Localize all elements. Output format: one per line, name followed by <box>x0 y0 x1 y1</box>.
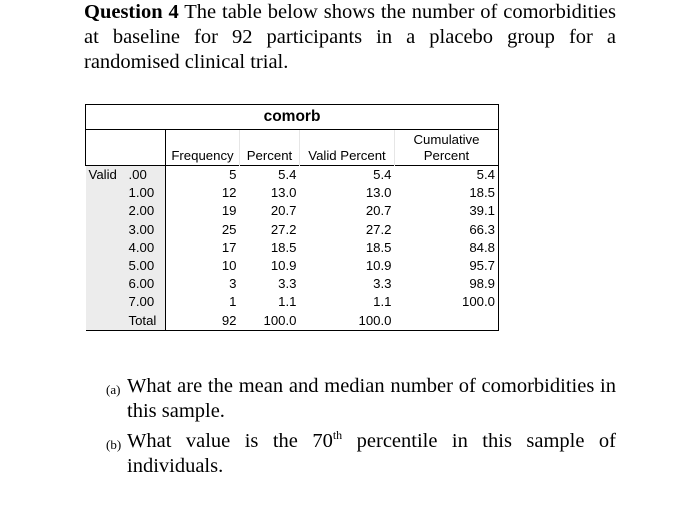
cell-percent: 10.9 <box>270 258 297 274</box>
table-row <box>86 166 499 185</box>
cell-cumulative-percent: 84.8 <box>395 239 499 257</box>
cell-percent: 13.0 <box>270 185 297 201</box>
row-label: 5.00 <box>126 257 166 275</box>
cell-valid-percent: 1.1 <box>373 294 392 310</box>
cell-percent: 100.0 <box>240 312 300 331</box>
row-label: 4.00 <box>126 239 166 257</box>
part-b-text <box>127 429 616 479</box>
question-label: Question 4 <box>84 1 179 23</box>
cell-valid-percent: 20.7 <box>365 203 392 219</box>
cell-valid-percent: 18.5 <box>365 239 392 255</box>
cell-cumulative-percent: 39.1 <box>395 202 499 220</box>
table-row <box>86 184 499 202</box>
cell-percent: 3.3 <box>278 276 297 292</box>
header-frequency: Frequency <box>166 130 240 166</box>
cell-cumulative-percent <box>395 312 499 331</box>
table-row <box>86 239 499 257</box>
comorb-frequency-table <box>85 104 499 331</box>
cell-frequency: 19 <box>166 202 240 220</box>
table-row <box>86 202 499 220</box>
cell-cumulative-percent: 100.0 <box>395 293 499 311</box>
row-label: Total <box>126 312 166 331</box>
cell-cumulative-percent: 98.9 <box>395 275 499 293</box>
header-cumulative-percent: Cumulative Percent <box>395 130 499 166</box>
row-group-cell <box>86 184 126 202</box>
row-label: 1.00 <box>126 184 166 202</box>
part-b-marker: (b) <box>106 437 122 452</box>
part-a <box>106 374 616 424</box>
row-group-label: Valid <box>86 166 126 185</box>
row-label: 3.00 <box>126 221 166 239</box>
table-row <box>86 312 499 331</box>
row-label: .00 <box>126 166 166 185</box>
cell-cumulative-percent: 66.3 <box>395 221 499 239</box>
cell-percent: 5.4 <box>240 166 300 185</box>
cell-frequency: 25 <box>166 221 240 239</box>
row-group-cell <box>86 239 126 257</box>
cell-percent: 20.7 <box>270 203 297 219</box>
cell-valid-percent: 27.2 <box>365 221 392 237</box>
part-b-text-after: percentile in this sample of individuals. <box>127 430 616 477</box>
table-row <box>86 293 499 311</box>
row-group-cell <box>86 275 126 293</box>
row-group-cell <box>86 293 126 311</box>
header-percent: Percent <box>240 130 300 166</box>
row-group-cell <box>86 257 126 275</box>
cell-percent: 1.1 <box>278 294 297 310</box>
table-row <box>86 221 499 239</box>
header-blank <box>86 130 166 166</box>
cell-valid-percent: 13.0 <box>365 185 392 201</box>
cell-frequency: 10 <box>166 257 240 275</box>
cell-frequency: 1 <box>166 293 240 311</box>
part-a-text: What are the mean and median number of comorbidities in this sample. <box>127 375 616 422</box>
cell-frequency: 5 <box>166 166 240 185</box>
cell-valid-percent: 10.9 <box>365 258 392 274</box>
cell-valid-percent: 5.4 <box>300 166 395 185</box>
table-title: comorb <box>86 105 499 130</box>
row-group-cell <box>86 202 126 220</box>
row-group-cell <box>86 312 126 331</box>
table-row <box>86 275 499 293</box>
cell-frequency: 3 <box>166 275 240 293</box>
cell-cumulative-percent: 5.4 <box>395 166 499 185</box>
row-label: 6.00 <box>126 275 166 293</box>
sub-questions <box>106 374 616 484</box>
cell-frequency: 12 <box>166 184 240 202</box>
part-b-superscript: th <box>332 428 343 443</box>
part-b <box>106 429 616 479</box>
cell-cumulative-percent: 18.5 <box>395 184 499 202</box>
question-text <box>84 0 616 75</box>
row-label: 2.00 <box>126 202 166 220</box>
cell-cumulative-percent: 95.7 <box>395 257 499 275</box>
cell-percent: 18.5 <box>270 239 297 255</box>
cell-valid-percent: 3.3 <box>373 276 392 292</box>
cell-frequency: 17 <box>166 239 240 257</box>
cell-percent: 27.2 <box>270 221 297 237</box>
cell-frequency: 92 <box>166 312 240 331</box>
row-group-cell <box>86 221 126 239</box>
row-label: 7.00 <box>126 293 166 311</box>
part-b-text-before: What value is the 70 <box>127 430 333 452</box>
cell-valid-percent: 100.0 <box>300 312 395 331</box>
part-a-marker: (a) <box>106 382 121 397</box>
header-valid-percent: Valid Percent <box>300 130 395 166</box>
table-row <box>86 257 499 275</box>
question-body: The table below shows the number of comorbidities at baseline for 92 participants in a placebo group for a randomised clinical trial. <box>84 1 616 73</box>
